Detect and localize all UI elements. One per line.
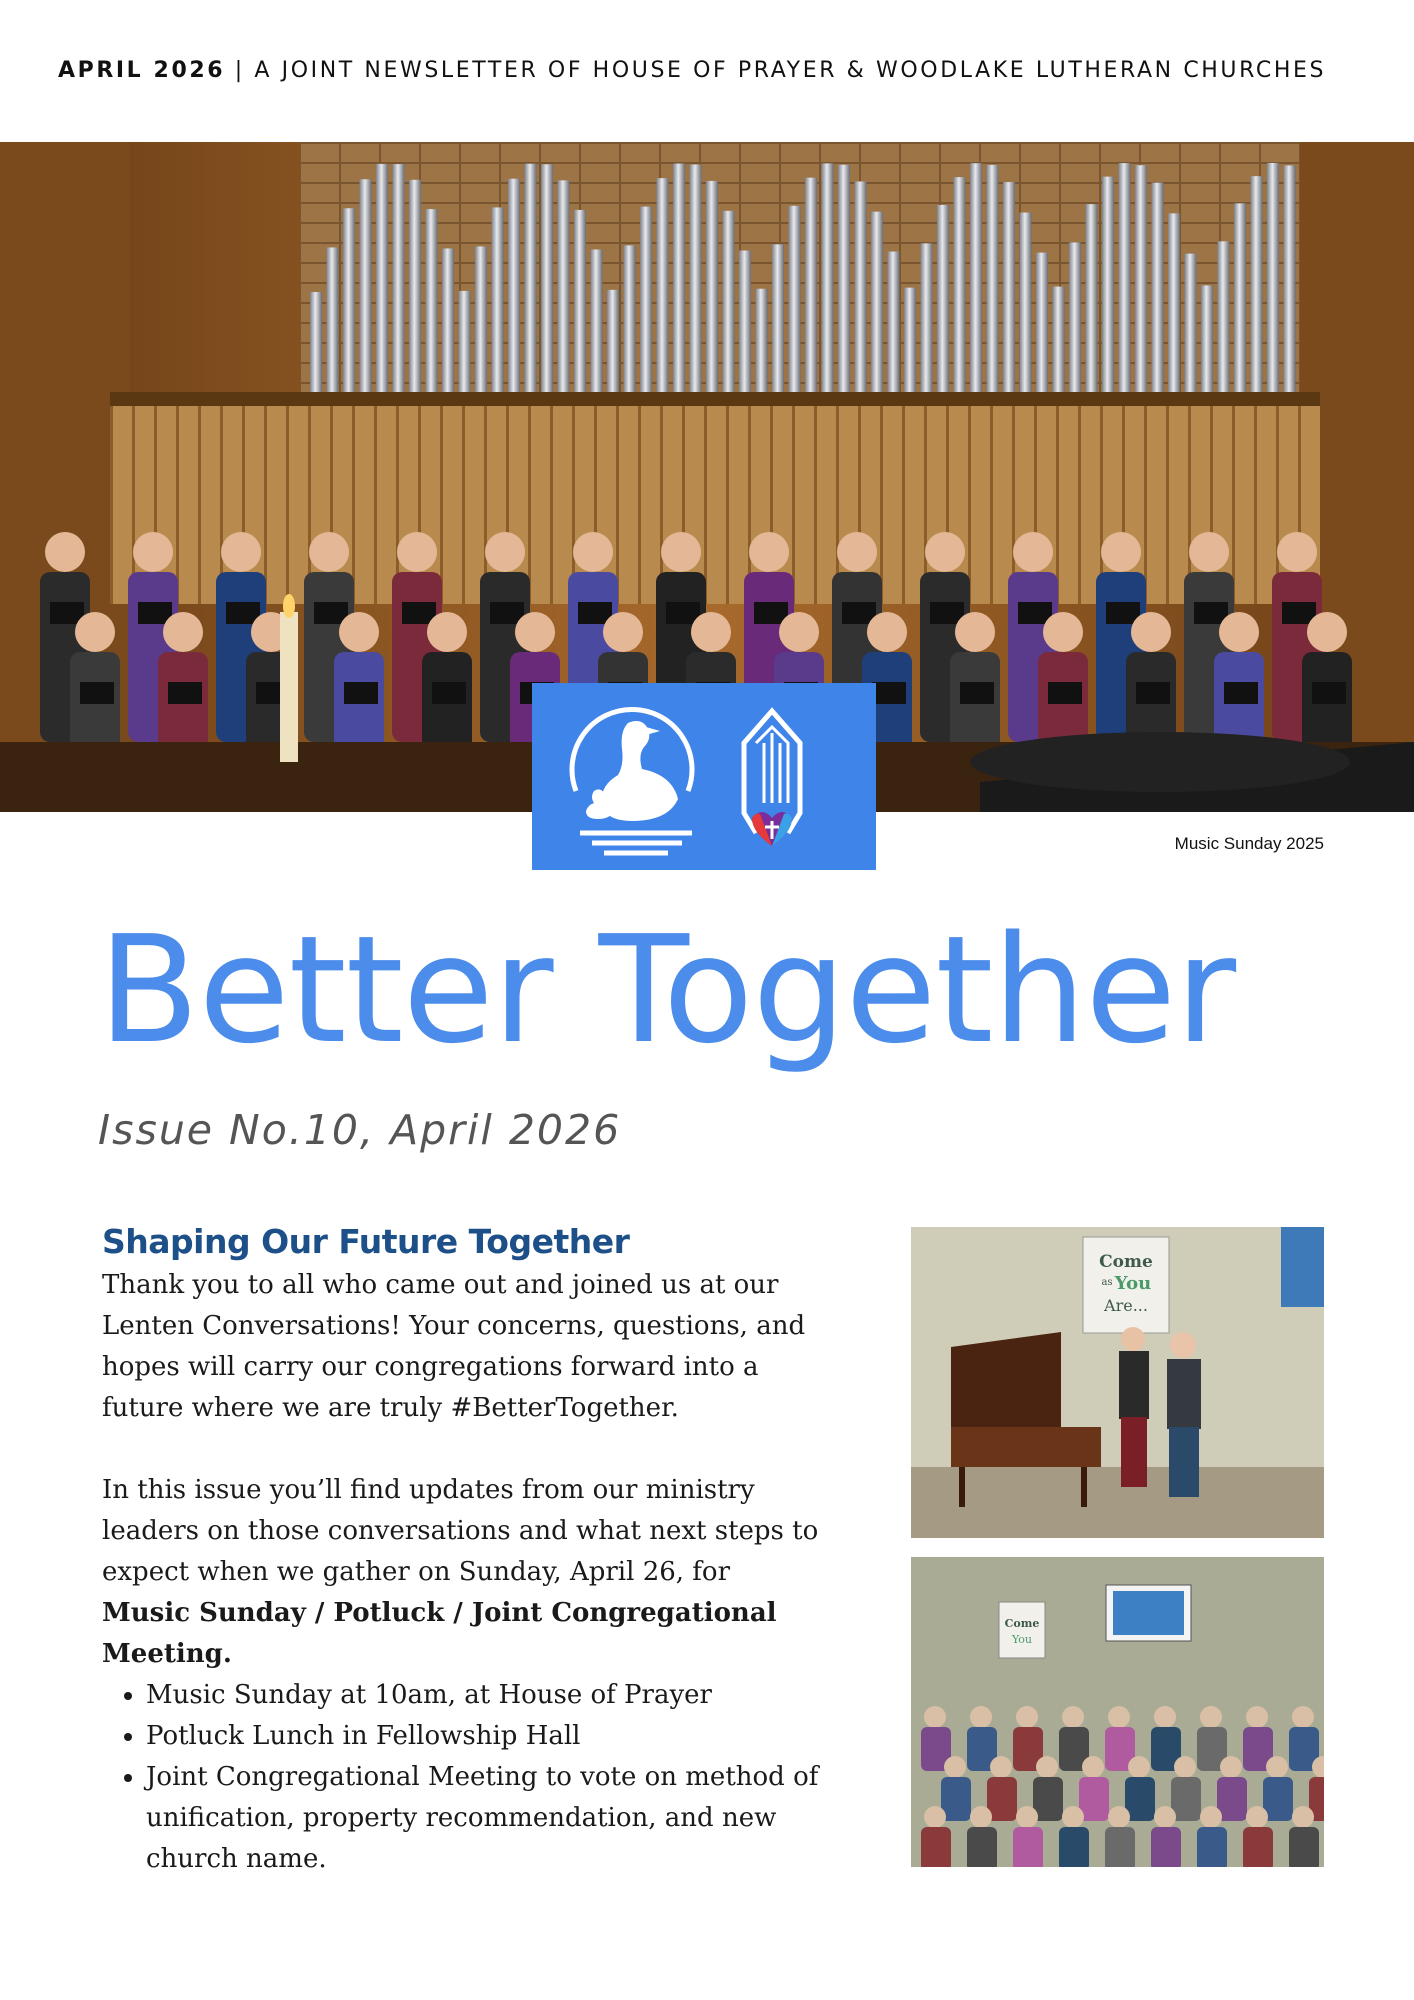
- newsletter-title: Better Together: [98, 904, 1236, 1076]
- list-item: • Music Sunday at 10am, at House of Prayer: [146, 1675, 822, 1716]
- article-heading: Shaping Our Future Together: [102, 1222, 630, 1261]
- svg-text:Are...: Are...: [1104, 1296, 1148, 1315]
- photo-speakers-at-piano: [911, 1227, 1324, 1538]
- masthead-subtitle: A JOINT NEWSLETTER OF HOUSE OF PRAYER & WOODLAKE LUTHERAN CHURCHES: [254, 58, 1327, 83]
- church-heart-cross-logo-icon: [744, 711, 800, 846]
- article-paragraph-2: [102, 1470, 822, 1675]
- svg-text:Come: Come: [1004, 1617, 1040, 1630]
- come-as-you-are-banner: [1083, 1237, 1169, 1333]
- duck-logo-icon: [572, 709, 692, 853]
- paragraph-2-text: In this issue you’ll find updates from our ministry leaders on those conversations and what next steps to expect when we gather on Sunday, April 26, for: [102, 1475, 819, 1587]
- event-list: [102, 1675, 822, 1880]
- photo-fellowship-hall-gathering: [911, 1557, 1324, 1867]
- church-logos-box: [532, 683, 876, 870]
- masthead: [58, 58, 1326, 83]
- paragraph-2-bold: Music Sunday / Potluck / Joint Congregational Meeting.: [102, 1598, 777, 1669]
- svg-text:You: You: [1011, 1633, 1033, 1646]
- svg-text:as: as: [1101, 1277, 1113, 1288]
- list-item: • Potluck Lunch in Fellowship Hall: [146, 1716, 822, 1757]
- masthead-separator: |: [234, 58, 245, 83]
- list-item: • Joint Congregational Meeting to vote on method of unification, property recommendation, and new church name.: [146, 1757, 822, 1880]
- masthead-date: APRIL 2026: [58, 58, 226, 83]
- article-paragraph-1: Thank you to all who came out and joined us at our Lenten Conversations! Your concerns, questions, and hopes will carry our congregations forward into a future where we are truly #BetterTogether.: [102, 1270, 806, 1423]
- svg-text:Come: Come: [1099, 1252, 1153, 1272]
- issue-line: Issue No.10, April 2026: [98, 1106, 622, 1154]
- article-shaping-our-future: [102, 1222, 822, 1880]
- svg-text:You: You: [1114, 1273, 1152, 1294]
- hero-caption: Music Sunday 2025: [1174, 834, 1324, 853]
